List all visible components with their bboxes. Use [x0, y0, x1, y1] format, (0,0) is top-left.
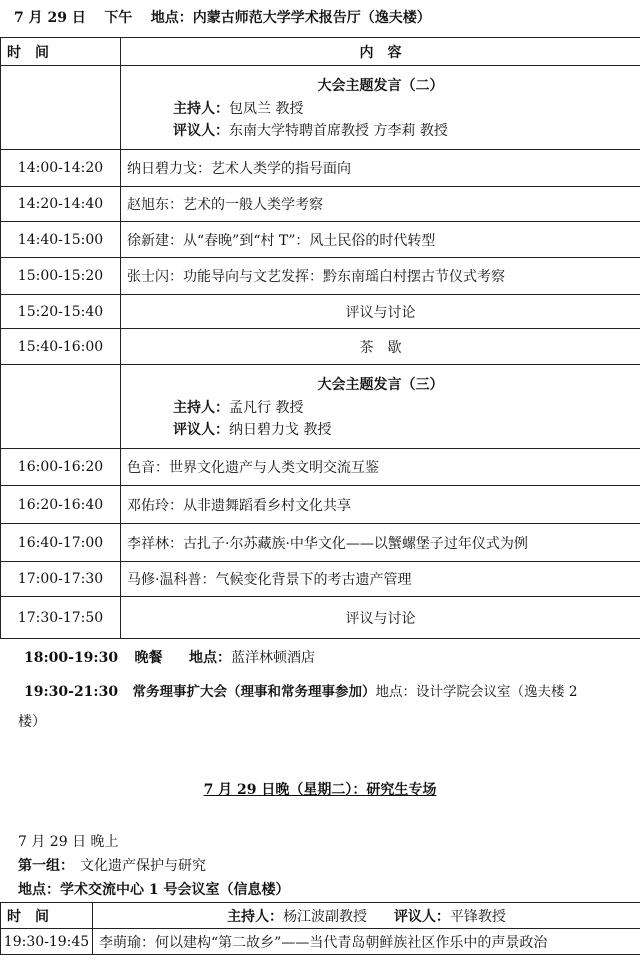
session-cell [121, 365, 640, 449]
content-cell: 马修·温科普：气候变化背景下的考古遗产管理 [121, 562, 640, 597]
session-reviewer [127, 419, 634, 441]
time-cell: 19:30-19:45 [1, 929, 93, 955]
group-line [18, 856, 206, 876]
time-cell: 14:00-14:20 [1, 150, 121, 187]
table-row [1, 562, 640, 597]
table-row [1, 597, 640, 639]
session-host [127, 397, 634, 419]
host-name: 包凤兰 教授 [229, 100, 304, 117]
header-venue-label: 地点： [150, 10, 193, 26]
time-cell: 15:40-16:00 [1, 329, 121, 365]
table-row [1, 150, 640, 187]
content-cell: 茶 歇 [121, 329, 640, 365]
session-time-cell [1, 66, 121, 150]
column-header-content: 内 容 [121, 38, 640, 66]
dinner-venue: 蓝洋林顿酒店 [230, 650, 315, 666]
content-cell: 评议与讨论 [121, 597, 640, 639]
table-row [1, 449, 640, 486]
reviewer-name: 纳日碧力戈 教授 [229, 421, 332, 438]
content-cell: 李祥林：古扎子·尔苏藏族·中华文化——以蟹螺堡子过年仪式为例 [121, 524, 640, 562]
group-venue-line [18, 880, 290, 900]
group-venue-label: 地点： [18, 882, 60, 898]
content-cell: 张士闪：功能导向与文艺发挥：黔东南瑶白村摆古节仪式考察 [121, 258, 640, 295]
dinner-time: 18:00-19:30 [24, 650, 119, 666]
header-date: 7 月 29 日 [14, 10, 86, 26]
table-header-row [1, 38, 640, 66]
reviewer-name: 平锋教授 [449, 908, 506, 925]
session-cell [121, 66, 640, 150]
host-name: 杨江波副教授 [283, 908, 368, 925]
content-cell: 评议与讨论 [121, 295, 640, 329]
table-row [1, 222, 640, 258]
council-line [24, 682, 577, 702]
column-header-time: 时 间 [1, 903, 93, 929]
content-cell: 纳日碧力戈：艺术人类学的指号面向 [121, 150, 640, 187]
content-cell: 赵旭东：艺术的一般人类学考察 [121, 187, 640, 222]
council-venue: 地点：设计学院会议室（逸夫楼 2 [375, 684, 578, 700]
content-cell: 色音：世界文化遗产与人类文明交流互鉴 [121, 449, 640, 486]
session-time-cell [1, 365, 121, 449]
content-cell: 邓佑玲：从非遗舞蹈看乡村文化共享 [121, 486, 640, 524]
dinner-line [24, 648, 315, 668]
table-header-row [1, 903, 640, 929]
council-time: 19:30-21:30 [24, 684, 119, 700]
reviewer-label: 评议人： [173, 421, 229, 438]
header-period: 下午 [104, 10, 133, 26]
session-title: 大会主题发言（三） [317, 376, 444, 393]
group-date: 7 月 29 日 晚上 [18, 834, 119, 850]
dinner-venue-label: 地点： [188, 650, 231, 666]
time-cell: 17:00-17:30 [1, 562, 121, 597]
table-row [1, 295, 640, 329]
time-cell: 16:00-16:20 [1, 449, 121, 486]
table-row [1, 486, 640, 524]
reviewer-name: 东南大学特聘首席教授 方李莉 教授 [229, 122, 448, 139]
session-reviewer [127, 120, 634, 142]
host-label: 主持人： [227, 908, 284, 925]
group-name: 文化遗产保护与研究 [80, 858, 206, 874]
time-cell: 16:20-16:40 [1, 486, 121, 524]
content-cell: 徐新建：从“春晚”到“村 T”：风土民俗的时代转型 [121, 222, 640, 258]
reviewer-label: 评议人： [173, 122, 229, 139]
table-row [1, 929, 640, 955]
table-row [1, 258, 640, 295]
session-row [1, 365, 640, 449]
reviewer-label: 评议人： [393, 908, 450, 925]
time-cell: 14:40-15:00 [1, 222, 121, 258]
session-title: 大会主题发言（二） [317, 77, 444, 94]
session-row [1, 66, 640, 150]
table-row [1, 329, 640, 365]
session-host [127, 98, 634, 120]
table-row [1, 187, 640, 222]
time-cell: 16:40-17:00 [1, 524, 121, 562]
time-cell: 17:30-17:50 [1, 597, 121, 639]
content-cell: 李萌瑜：何以建构“第二故乡”——当代青岛朝鲜族社区作乐中的声景政治 [93, 929, 640, 955]
afternoon-schedule-table [0, 37, 640, 639]
host-name: 孟凡行 教授 [229, 399, 304, 416]
group-label: 第一组： [18, 858, 74, 874]
group-venue: 学术交流中心 1 号会议室（信息楼） [60, 882, 290, 898]
table-row [1, 524, 640, 562]
host-label: 主持人： [173, 100, 229, 117]
time-cell: 15:20-15:40 [1, 295, 121, 329]
session-chair-header [93, 903, 640, 929]
host-label: 主持人： [173, 399, 229, 416]
time-cell: 14:20-14:40 [1, 187, 121, 222]
header-venue: 内蒙古师范大学学术报告厅（逸夫楼） [192, 10, 431, 26]
column-header-time: 时 间 [1, 38, 121, 66]
council-venue-continued: 楼） [18, 714, 46, 730]
time-cell: 15:00-15:20 [1, 258, 121, 295]
dinner-label: 晚餐 [134, 650, 163, 666]
council-label: 常务理事扩大会（理事和常务理事参加） [132, 684, 376, 700]
afternoon-header [14, 8, 431, 28]
graduate-schedule-table [0, 902, 640, 955]
evening-section-title: 7 月 29 日晚（星期二）：研究生专场 [203, 782, 437, 798]
